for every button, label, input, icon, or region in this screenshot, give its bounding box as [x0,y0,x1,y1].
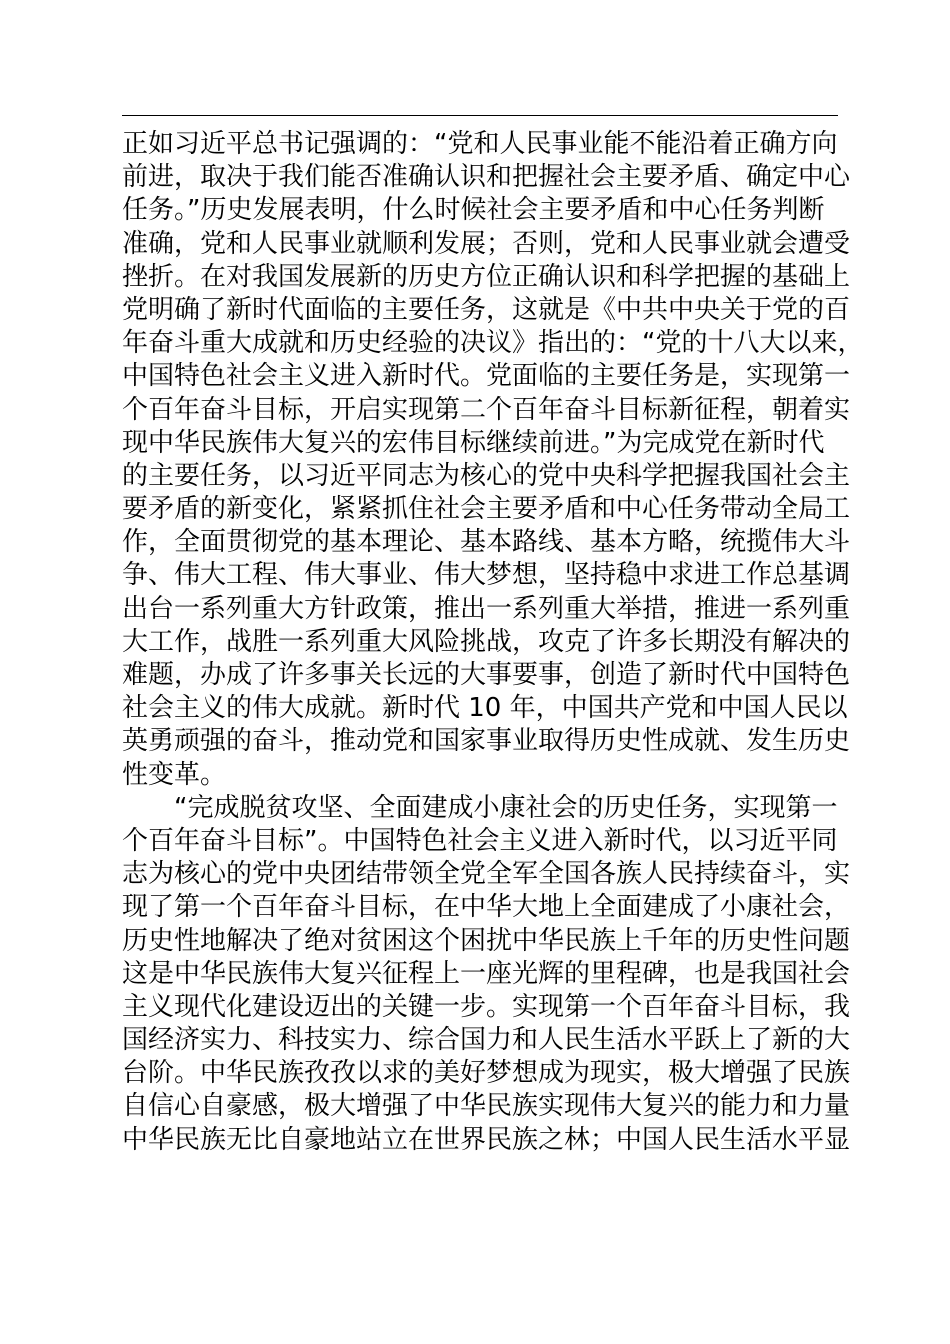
text-line: 英勇顽强的奋斗，推动党和国家事业取得历史性成就、发生历史 [122,726,851,757]
text-line: 党明确了新时代面临的主要任务，这就是《中共中央关于党的百 [122,294,851,325]
text-line: “完成脱贫攻坚、全面建成小康社会的历史任务，实现第一 [174,792,838,823]
text-line: 台阶。中华民族孜孜以求的美好梦想成为现实，极大增强了民族 [122,1058,851,1089]
text-line: 现了第一个百年奋斗目标，在中华大地上全面建成了小康社会， [122,892,851,923]
paragraph-1 [122,128,864,792]
body-text [122,128,864,1157]
text-line: 自信心自豪感，极大增强了中华民族实现伟大复兴的能力和力量 [122,1091,851,1122]
text-line: 要矛盾的新变化，紧紧抓住社会主要矛盾和中心任务带动全局工 [122,494,851,525]
text-line: 正如习近平总书记强调的：“党和人民事业能不能沿着正确方向 [122,129,838,159]
text-line: 现中华民族伟大复兴的宏伟目标继续前进。”为完成党在新时代 [122,427,825,458]
text-line: 大工作，战胜一系列重大风险挑战，攻克了许多长期没有解决的 [122,626,851,657]
paragraph-2 [122,792,851,1157]
text-line: 中华民族无比自豪地站立在世界民族之林；中国人民生活水平显 [122,1124,851,1155]
text-line: 社会主义的伟大成就。新时代 10 年，中国共产党和中国人民以 [122,693,848,724]
text-line: 历史性地解决了绝对贫困这个困扰中华民族上千年的历史性问题 [122,925,851,956]
text-line: 中国特色社会主义进入新时代。党面临的主要任务是，实现第一 [122,361,851,392]
text-line: 个百年奋斗目标，开启实现第二个百年奋斗目标新征程，朝着实 [122,394,851,425]
header-rule [122,115,838,116]
text-line: 个百年奋斗目标”。中国特色社会主义进入新时代，以习近平同 [122,825,838,856]
text-line: 任务。”历史发展表明，什么时候社会主要矛盾和中心任务判断 [122,195,825,226]
text-line: 难题，办成了许多事关长远的大事要事，创造了新时代中国特色 [122,660,851,690]
text-line: 作，全面贯彻党的基本理论、基本路线、基本方略，统揽伟大斗 [122,527,851,558]
text-line: 出台一系列重大方针政策，推出一系列重大举措，推进一系列重 [122,593,851,624]
text-line: 争、伟大工程、伟大事业、伟大梦想，坚持稳中求进工作总基调 [122,560,851,591]
text-line: 国经济实力、科技实力、综合国力和人民生活水平跃上了新的大 [122,1025,851,1056]
text-line: 性变革。 [122,759,227,790]
text-line: 主义现代化建设迈出的关键一步。实现第一个百年奋斗目标，我 [122,991,851,1022]
text-line: 的主要任务，以习近平同志为核心的党中央科学把握我国社会主 [122,460,851,491]
text-line: 年奋斗重大成就和历史经验的决议》指出的：“党的十八大以来， [122,328,864,359]
text-line: 志为核心的党中央团结带领全党全军全国各族人民持续奋斗，实 [122,859,851,890]
text-line: 这是中华民族伟大复兴征程上一座光辉的里程碑，也是我国社会 [122,958,851,989]
text-line: 挫折。在对我国发展新的历史方位正确认识和科学把握的基础上 [122,261,851,292]
text-line: 准确，党和人民事业就顺利发展；否则，党和人民事业就会遭受 [122,228,851,259]
text-line: 前进，取决于我们能否准确认识和把握社会主要矛盾、确定中心 [122,162,851,193]
